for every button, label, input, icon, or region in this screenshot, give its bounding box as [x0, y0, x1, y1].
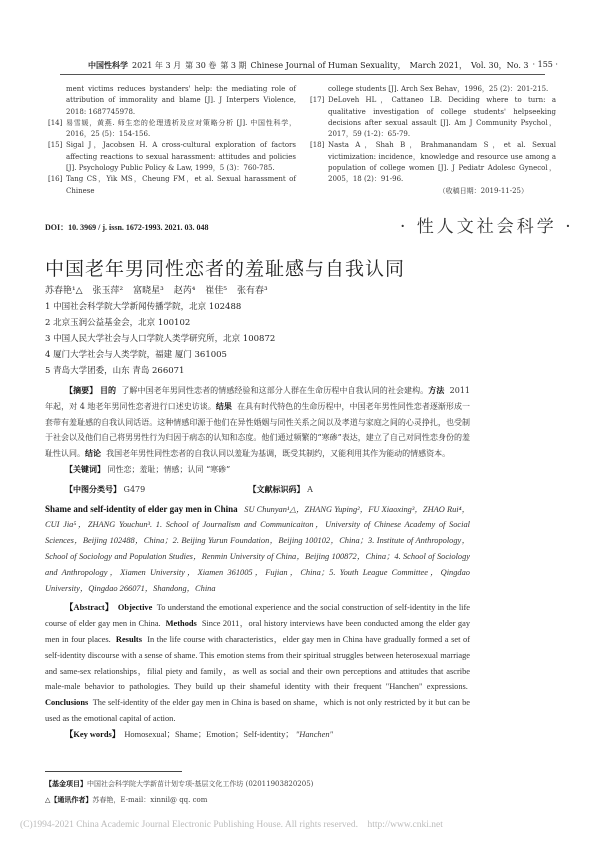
ref-number: [18]: [310, 141, 325, 150]
affiliation: 3 中国人民大学社会与人口学院人类学研究所，北京 100872: [45, 334, 276, 344]
ref-text: Tang CS，Yik MS，Cheung FM，et al. Sexual harassment of Chinese: [66, 175, 296, 195]
author: 崔佳⁵: [205, 286, 227, 296]
page-number: · 155 ·: [532, 60, 558, 69]
reference-item: [310, 95, 556, 140]
doc-code-label: 【文献标识码】: [248, 483, 305, 494]
results-en-text: In the life course with characteristics，elder gay men in China have gradually formed a set of self-identity discourse with a sense of shame. This emotion stems from their spiritual struggles between heterosexual marriage and same-sex relationships，filial piety and family，as well as social and their own perceptions and attitudes that ascribe male-male behavior to pathologies. They build up their shameful identity with their frequent "Hanchen" expressions.: [45, 634, 470, 692]
methods-en-label: Methods: [165, 619, 197, 629]
fund-label: 【基金项目】: [45, 778, 87, 788]
header-issue-cn: 第 3 期: [220, 61, 247, 70]
keywords-en: [45, 727, 470, 743]
reference-item: [48, 140, 296, 174]
article-title: 中国老年男同性恋者的羞耻感与自我认同: [45, 258, 406, 280]
reference-item: [48, 174, 296, 197]
section-heading: · 性人文社会科学 ·: [400, 217, 574, 237]
keywords-cn: [45, 462, 470, 478]
conclusion-label: 结论: [85, 448, 101, 459]
doi: DOI：10. 3969 / j. issn. 1672-1993. 2021. 03. 048: [45, 223, 209, 232]
author-list: [45, 284, 470, 299]
keywords-en-text: Homosexual；Shame；Emotion；Self-identity；: [124, 729, 294, 739]
reference-item: [48, 84, 296, 118]
ref-text: Nasta A，Shah B，Brahmanandam S，et al. Sexual victimization: incidence，knowledge and resource use among a population of college women [J]. J Pediatr Adolesc Gynecol，2005，18 (2)：91-96.: [328, 141, 556, 184]
ref-number: [14]: [48, 118, 63, 127]
author: 苏春艳¹△: [45, 286, 83, 296]
ref-number: [16]: [48, 175, 63, 184]
funding-footnote: [45, 776, 470, 792]
affiliation: 5 青岛大学团委，山东 青岛 266071: [45, 366, 185, 376]
ref-text: college students [J]. Arch Sex Behav，1996，25 (2)：201-215.: [328, 85, 549, 93]
references-right: [310, 84, 556, 197]
ref-text: DeLoveh HL，Cattaneo LB. Deciding where to turn: a qualitative investigation of college students' helpseeking decisions after sexual assault [J]. Am J Community Psychol，2017，59 (1-2)：65-79.: [328, 96, 556, 139]
running-header: [88, 60, 558, 71]
ref-text: Sigal J，Jacobsen H. A cross-cultural exploration of factors affecting reactions to sexual harassment: attitudes and policies [J]. Psychology Public Policy & Law, 1999，5 (3)：760-785.: [66, 141, 296, 173]
author: 张玉萍²: [92, 286, 124, 296]
doc-code-value: A: [307, 484, 313, 494]
received-date: （收稿日期：2019-11-25）: [438, 186, 528, 195]
abstract-en: [45, 600, 470, 726]
conclusion-text: 我国老年男性同性恋者的自我认同以羞耻为基调，既受其制约，又能利用其作为能动的情感资本。: [106, 449, 451, 459]
abstract-cn: [45, 383, 470, 462]
english-title-block: [45, 502, 470, 597]
affiliation: 1 中国社会科学院大学新闻传播学院，北京 102488: [45, 302, 242, 312]
objective-en-text: To understand the emotional experience and the social construction of self-identity in the life course of elder gay men in China.: [45, 603, 471, 629]
header-date-en: March 2021，: [409, 61, 467, 70]
reference-item: [48, 118, 296, 141]
classification: [45, 482, 470, 498]
author: 富晓星³: [133, 286, 164, 296]
ref-number: [17]: [310, 96, 325, 105]
ref-number: [15]: [48, 141, 63, 150]
ref-text: ment victims reduces bystanders' help: the mediating role of attribution of immorality and blame [J]. J Interpers Violence, 2018: 1687745978.: [66, 85, 296, 116]
header-journal-en: Chinese Journal of Human Sexuality，: [250, 61, 406, 70]
clc-value: G479: [123, 484, 146, 494]
affiliation: 2 北京玉润公益基金会，北京 100102: [45, 318, 191, 328]
methods-en-text: Since 2011，oral history interviews have been conducted among the elder gay men in four places.: [45, 619, 471, 644]
results-label: 结果: [215, 400, 232, 411]
journal-name-cn: 中国性科学: [88, 60, 128, 70]
objective-en-label: Objective: [117, 603, 153, 613]
header-rule: [60, 74, 545, 75]
author: 张有春³: [236, 286, 268, 296]
english-title: Shame and self-identity of elder gay men in China: [45, 503, 238, 514]
references-left: [48, 84, 296, 197]
abstract-label: 【摘要】: [65, 385, 98, 395]
ref-number: [310, 84, 328, 95]
keywords-label: 【关键词】: [65, 463, 105, 474]
article-body: [45, 256, 470, 808]
ref-text: 易雪媛，黄燕. 师生恋的伦理透析及应对策略分析 [J]. 中国性科学，2016，25 (5)：154-156.: [66, 118, 296, 139]
keywords-en-label: 【Key words】: [65, 729, 121, 739]
reference-item: [310, 140, 556, 185]
methods-label: 方法: [428, 385, 445, 395]
objective-label: 目的: [99, 385, 117, 395]
results-en-label: Results: [115, 634, 142, 644]
abstract-en-label: 【Abstract】: [65, 603, 114, 613]
conclusions-en-label: Conclusions: [45, 698, 89, 708]
objective-text: 了解中国老年男同性恋者的情感经验和这部分人群在生命历程中自我认同的社会建构。: [121, 386, 429, 395]
corr-text: 苏春艳，E-mail：xinnil@ qq. com: [92, 795, 208, 804]
methods-text: 2011 年起，对 4 地老年男同性恋者进行口述史访谈。: [45, 386, 471, 411]
affiliation: 4 厦门大学社会与人类学院，福建 厦门 361005: [45, 350, 227, 360]
ref-number: [48, 84, 66, 118]
keywords-text: 同性恋；羞耻；情感；认同 “寒碜”: [107, 464, 231, 474]
conclusions-en-text: The self-identity of the elder gay men in China is based on shame，which is not only restricted by it but can be used as the emotional capital of action.: [45, 698, 470, 723]
corr-label: △【通讯作者】: [45, 794, 93, 804]
reference-item: [310, 84, 556, 95]
english-authors-affiliations: SU Chunyan¹△，ZHANG Yuping²，FU Xiaoxing³，ZHAO Rui⁴，CUI Jia⁵，ZHANG Youchun³. 1. School of Journalism and Communicaiton，University of Chinese Academy of Social Sciences，Beijing 102488，China；2. Beijing Yurun Foundation，Beijing 100102，China；3. Institute of Anthropology，School of Sociology and Population Studies，Renmin University of China，Beijing 100872，China；4. School of Sociology and Anthropology，Xiamen University，Xiamen 361005，Fujian，China；5. Youth League Committee，Qingdao University，Qingdao 266071，Shandong，China: [45, 504, 471, 593]
keywords-en-italic: "Hanchen": [295, 729, 334, 739]
author: 赵芮⁴: [173, 286, 196, 296]
footnote-rule: [45, 771, 182, 772]
corresponding-footnote: [45, 792, 470, 808]
copyright-watermark: (C)1994-2021 China Academic Journal Electronic Publishing House. All rights reserved. http://www.cnki.net: [20, 820, 443, 830]
results-text: 在具有时代特色的生命历程中，中国老年男性同性恋者逐渐形成一套带有羞耻感的自我认同话语。这种情感印源于他们在异性婚姻与同性关系之间以及孝道与家庭之间的心灵挣扎，也受制于社会以及他们自己将男男性行为归因于病态的认知和态度。他们通过频繁的“寒碜”表达，建立了自己对同性恋身份的羞耻性认同。: [45, 401, 470, 459]
header-date-cn: 2021 年 3 月: [132, 61, 182, 70]
header-volume-cn: 第 30 卷: [185, 61, 217, 70]
header-vol-en: Vol. 30，No. 3: [470, 61, 529, 70]
clc-label: 【中图分类号】: [65, 483, 121, 494]
fund-text: 中国社会科学院大学新苗计划专项-基层文化工作坊 (02011903820205): [87, 779, 314, 788]
